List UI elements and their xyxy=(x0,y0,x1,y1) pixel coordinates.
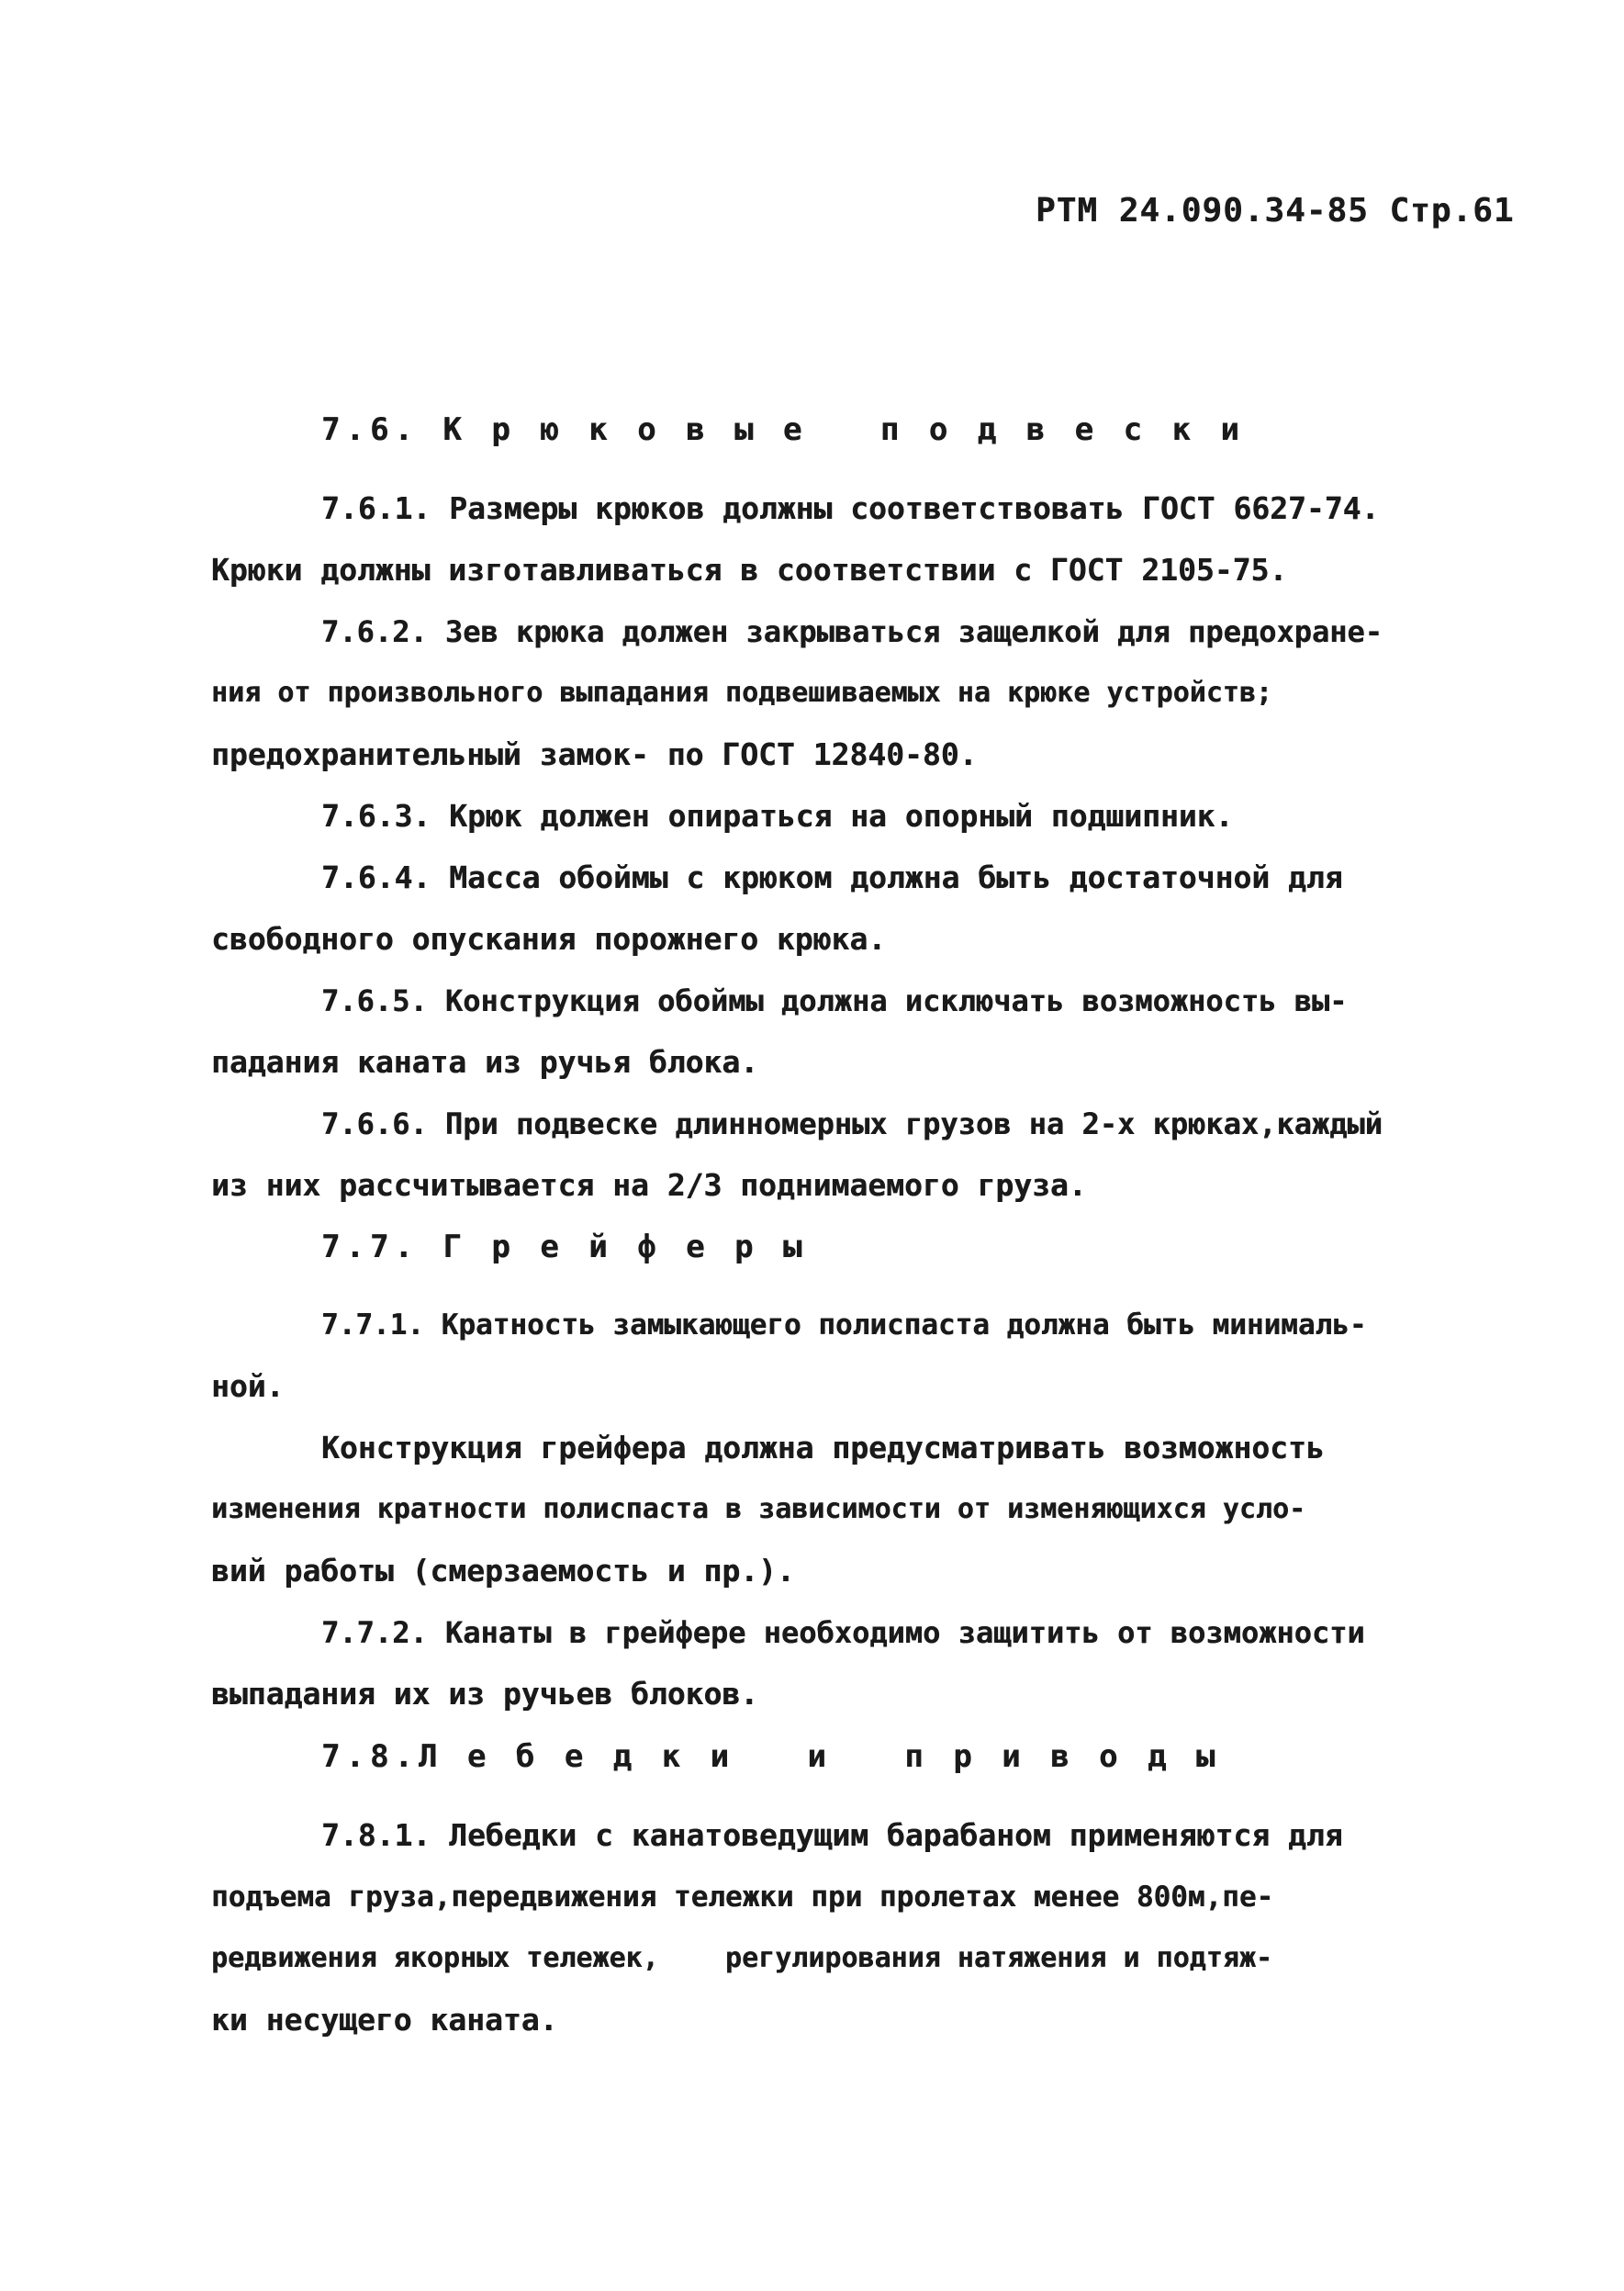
paragraph-line: вий работы (смерзаемость и пр.). xyxy=(211,1553,795,1589)
paragraph-line: подъема груза,передвижения тележки при пролетах менее 800м,пе- xyxy=(211,1881,1274,1914)
paragraph-line: Крюки должны изготавливаться в соответствии с ГОСТ 2105-75. xyxy=(211,552,1288,588)
document-reference-header: РТМ 24.090.34-85 Стр.61 xyxy=(1036,192,1515,230)
section-heading-7-6: 7.6. К р ю к о в ы е п о д в е с к и xyxy=(321,411,1245,448)
paragraph-line: 7.7.1. Кратность замыкающего полиспаста должна быть минималь- xyxy=(321,1308,1367,1342)
paragraph-line: 7.6.3. Крюк должен опираться на опорный подшипник. xyxy=(321,798,1234,834)
paragraph-line: 7.8.1. Лебедки с канатоведущим барабаном применяются для xyxy=(321,1817,1343,1853)
paragraph-line: редвижения якорных тележек, регулирования натяжения и подтяж- xyxy=(211,1942,1272,1974)
paragraph-line: 7.6.4. Масса обоймы с крюком должна быть достаточной для xyxy=(321,859,1343,895)
paragraph-line: падания каната из ручья блока. xyxy=(211,1044,759,1080)
paragraph-line: 7.6.5. Конструкция обоймы должна исключать возможность вы- xyxy=(321,983,1348,1018)
paragraph-line: предохранительный замок- по ГОСТ 12840-80. xyxy=(211,736,978,772)
paragraph-line: 7.7.2. Канаты в грейфере необходимо защитить от возможности xyxy=(321,1615,1365,1650)
paragraph-line: свободного опускания порожнего крюка. xyxy=(211,921,887,957)
paragraph-line: выпадания их из ручьев блоков. xyxy=(211,1676,759,1712)
paragraph-line: Конструкция грейфера должна предусматривать возможность xyxy=(321,1430,1325,1466)
paragraph-line: ки несущего каната. xyxy=(211,2002,558,2038)
paragraph-line: 7.6.6. При подвеске длинномерных грузов на 2-х крюках,каждый xyxy=(321,1106,1383,1141)
paragraph-line: ния от произвольного выпадания подвешиваемых на крюке устройств; xyxy=(211,677,1272,709)
paragraph-line: изменения кратности полиспаста в зависимости от изменяющихся усло- xyxy=(211,1493,1306,1525)
paragraph-line: из них рассчитывается на 2/3 поднимаемого груза. xyxy=(211,1167,1087,1203)
paragraph-line: 7.6.2. Зев крюка должен закрываться защелкой для предохране- xyxy=(321,614,1383,649)
paragraph-line: ной. xyxy=(211,1368,285,1404)
section-heading-7-8: 7.8.Л е б е д к и и п р и в о д ы xyxy=(321,1738,1221,1775)
paragraph-line: 7.6.1. Размеры крюков должны соответствовать ГОСТ 6627-74. xyxy=(321,490,1380,526)
section-heading-7-7: 7.7. Г р е й ф е р ы xyxy=(321,1229,808,1265)
